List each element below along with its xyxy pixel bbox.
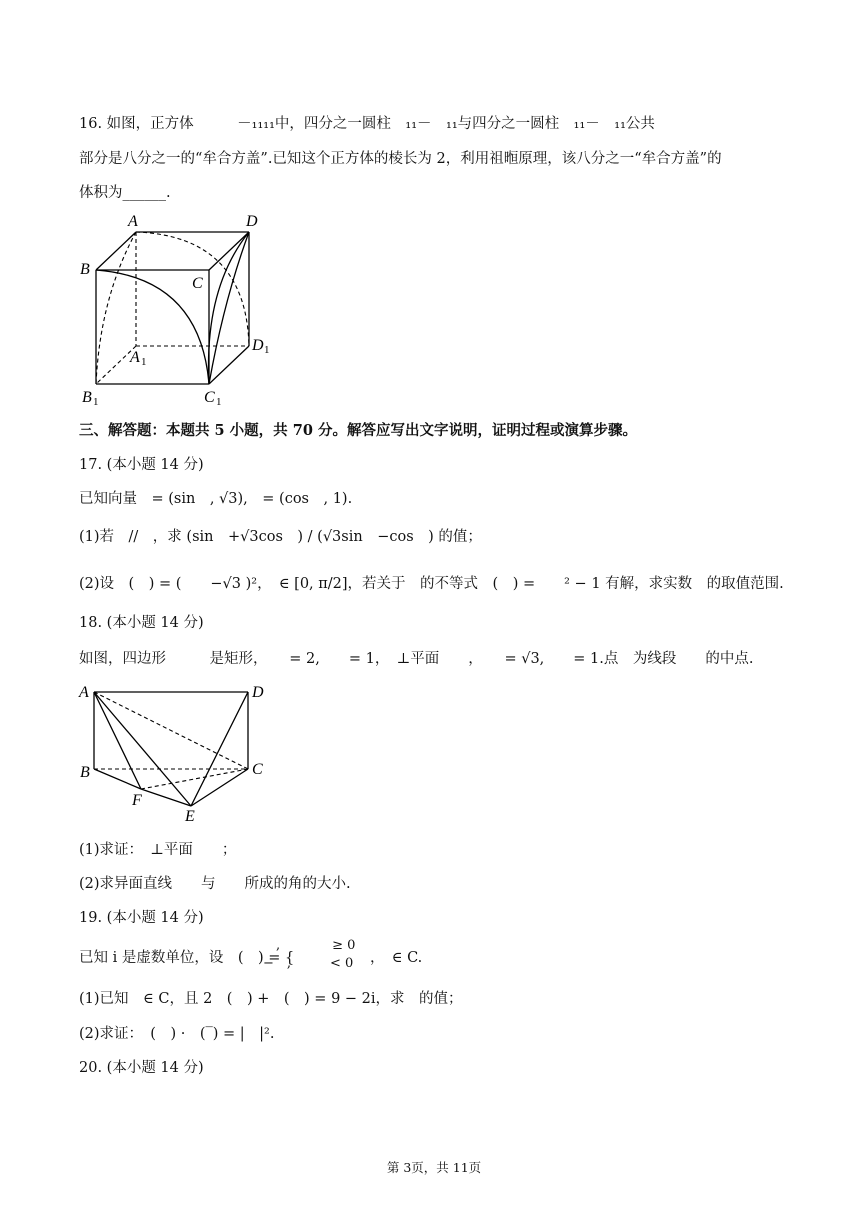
label-F: F	[132, 792, 142, 809]
problem19-stem-left: 已知 i 是虚数单位，设 ( ) = {	[79, 950, 295, 966]
label-B: B	[80, 764, 90, 781]
problem20-header: 20. (本小题 14 分)	[79, 1060, 204, 1076]
cube-figure	[78, 208, 278, 408]
problem16-line3: 体积为______.	[79, 185, 171, 201]
problem17-q1: (1)若 // ，求 (sin +√3cos ) / (√3sin −cos ) 的值；	[79, 529, 482, 545]
label-C1-sub: 1	[216, 396, 222, 408]
label-D1-sub: 1	[264, 344, 270, 356]
label-D1: D	[252, 337, 264, 354]
label-C: C	[252, 761, 263, 778]
problem17-header: 17. (本小题 14 分)	[79, 457, 204, 473]
problem16-line1: 16. 如图，正方体 －₁₁₁₁中，四分之一圆柱 ₁₁－ ₁₁与四分之一圆柱 ₁₁－ ₁₁公共	[79, 116, 655, 132]
label-D: D	[246, 213, 258, 230]
rectangle-figure	[78, 681, 278, 826]
problem18-stem: 如图，四边形 是矩形， = 2, = 1， ⊥平面 ， = √3, = 1.点 为线段 的中点.	[79, 651, 754, 667]
section3-heading: 三、解答题：本题共 5 小题，共 70 分。解答应写出文字说明，证明过程或演算步骤。	[79, 422, 637, 439]
problem19-stem-right: ， ∈ C.	[370, 950, 423, 966]
problem18-q1: (1)求证： ⊥平面 ；	[79, 842, 237, 858]
label-A: A	[79, 684, 89, 701]
problem17-stem: 已知向量 = (sin , √3), = (cos , 1).	[79, 491, 353, 507]
problem19-case-bottom: − , < 0	[263, 956, 354, 971]
problem19-q2: (2)求证： ( ) · (‾) = | |².	[79, 1026, 275, 1042]
page-footer: 第 3页，共 11页	[386, 1160, 482, 1175]
label-A1: A	[130, 349, 140, 366]
label-E: E	[185, 808, 195, 825]
label-C: C	[192, 275, 203, 292]
label-A: A	[128, 213, 138, 230]
label-C1: C	[204, 389, 215, 406]
problem19-q1: (1)已知 ∈ C，且 2 ( ) + ( ) = 9 − 2i，求 的值；	[79, 991, 463, 1007]
label-B1: B	[82, 389, 92, 406]
problem18-q2: (2)求异面直线 与 所成的角的大小.	[79, 876, 351, 892]
label-B: B	[80, 261, 90, 278]
problem19-case-top: , ≥ 0	[263, 938, 356, 953]
label-D: D	[252, 684, 264, 701]
problem16-line2: 部分是八分之一的“牟合方盖”.已知这个正方体的棱长为 2，利用祖暅原理，该八分之一“牟合方盖”的	[79, 151, 722, 167]
problem19-header: 19. (本小题 14 分)	[79, 910, 204, 926]
problem18-header: 18. (本小题 14 分)	[79, 615, 204, 631]
label-B1-sub: 1	[93, 396, 99, 408]
problem17-q2: (2)设 ( ) = ( −√3 )²， ∈ [0, π/2]，若关于 的不等式 ( ) = ² − 1 有解，求实数 的取值范围.	[79, 576, 784, 592]
label-A1-sub: 1	[141, 356, 147, 368]
